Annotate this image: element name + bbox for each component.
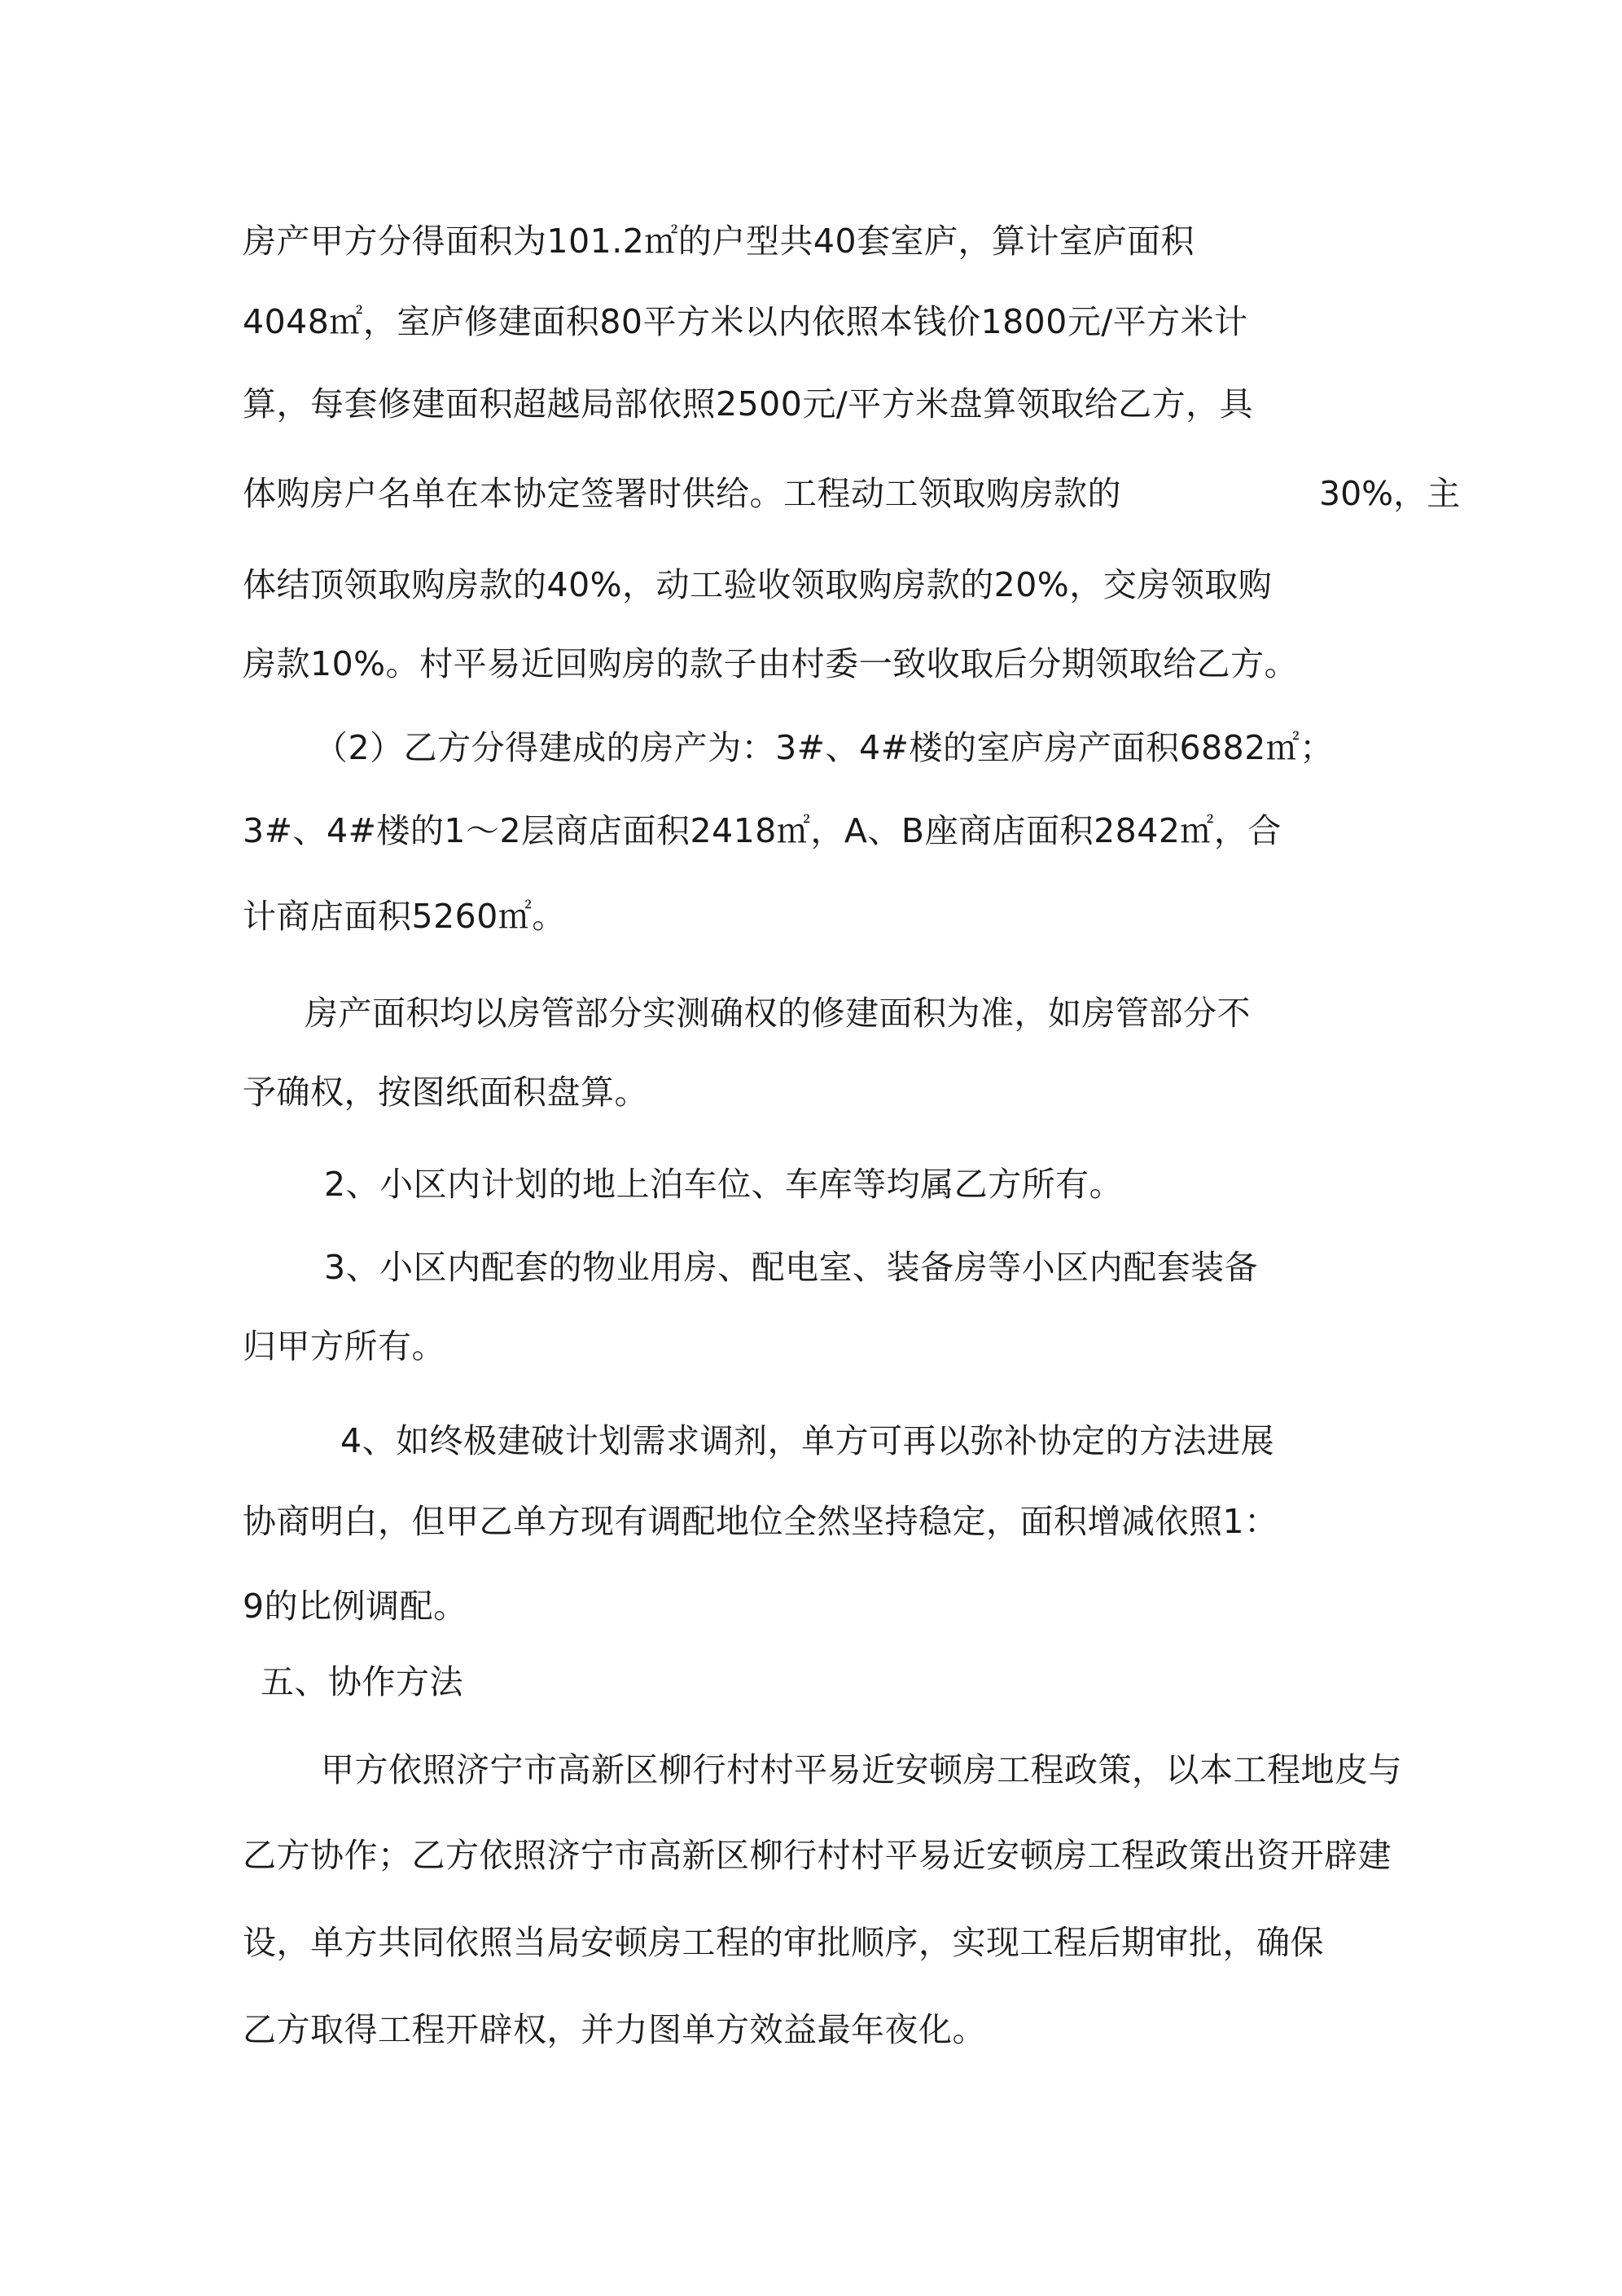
text-line-21: 乙方取得工程开辟权，并力图单方效益最年夜化。 — [243, 2010, 986, 2049]
text-line-13: 3、小区内配套的物业用房、配电室、装备房等小区内配套装备 — [324, 1248, 1259, 1287]
text-line-9: 计商店面积5260㎡。 — [243, 897, 566, 936]
text-line-6: 房款10%。村平易近回购房的款子由村委一致收取后分期领取给乙方。 — [243, 644, 1299, 683]
text-line-12: 2、小区内计划的地上泊车位、车库等均属乙方所有。 — [324, 1165, 1124, 1204]
text-line-15: 4、如终极建破计划需求调剂，单方可再以弥补协定的方法进展 — [340, 1421, 1275, 1460]
text-line-4: 体购房户名单在本协定签署时供给。工程动工领取购房款的 — [243, 474, 1121, 513]
section-heading: 五、协作方法 — [261, 1662, 463, 1701]
text-line-4-tail: 30%，主 — [1319, 474, 1461, 513]
text-line-7: （2）乙方分得建成的房产为：3#、4#楼的室庐房产面积6882㎡； — [314, 728, 1334, 767]
text-line-16: 协商明白，但甲乙单方现有调配地位全然坚持稳定，面积增减依照1： — [243, 1502, 1278, 1541]
text-line-19: 乙方协作；乙方依照济宁市高新区柳行村村平易近安顿房工程政策出资开辟建 — [243, 1836, 1392, 1875]
text-line-18: 甲方依照济宁市高新区柳行村村平易近安顿房工程政策，以本工程地皮与 — [321, 1750, 1402, 1789]
text-line-11: 予确权，按图纸面积盘算。 — [243, 1073, 648, 1112]
text-line-1: 房产甲方分得面积为101.2㎡的户型共40套室庐，算计室庐面积 — [243, 222, 1195, 261]
text-line-8: 3#、4#楼的1～2层商店面积2418㎡，A、B座商店面积2842㎡，合 — [243, 811, 1282, 850]
text-line-10: 房产面积均以房管部分实测确权的修建面积为准，如房管部分不 — [305, 994, 1251, 1033]
text-line-20: 设，单方共同依照当局安顿房工程的审批顺序，实现工程后期审批，确保 — [243, 1923, 1324, 1962]
text-line-2: 4048㎡，室庐修建面积80平方米以内依照本钱价1800元/平方米计 — [243, 302, 1248, 341]
text-line-17: 9的比例调配。 — [243, 1587, 467, 1626]
text-line-14: 归甲方所有。 — [243, 1327, 445, 1366]
text-line-5: 体结顶领取购房款的40%，动工验收领取购房款的20%，交房领取购 — [243, 565, 1273, 604]
text-line-3: 算，每套修建面积超越局部依照2500元/平方米盘算领取给乙方，具 — [243, 384, 1254, 424]
